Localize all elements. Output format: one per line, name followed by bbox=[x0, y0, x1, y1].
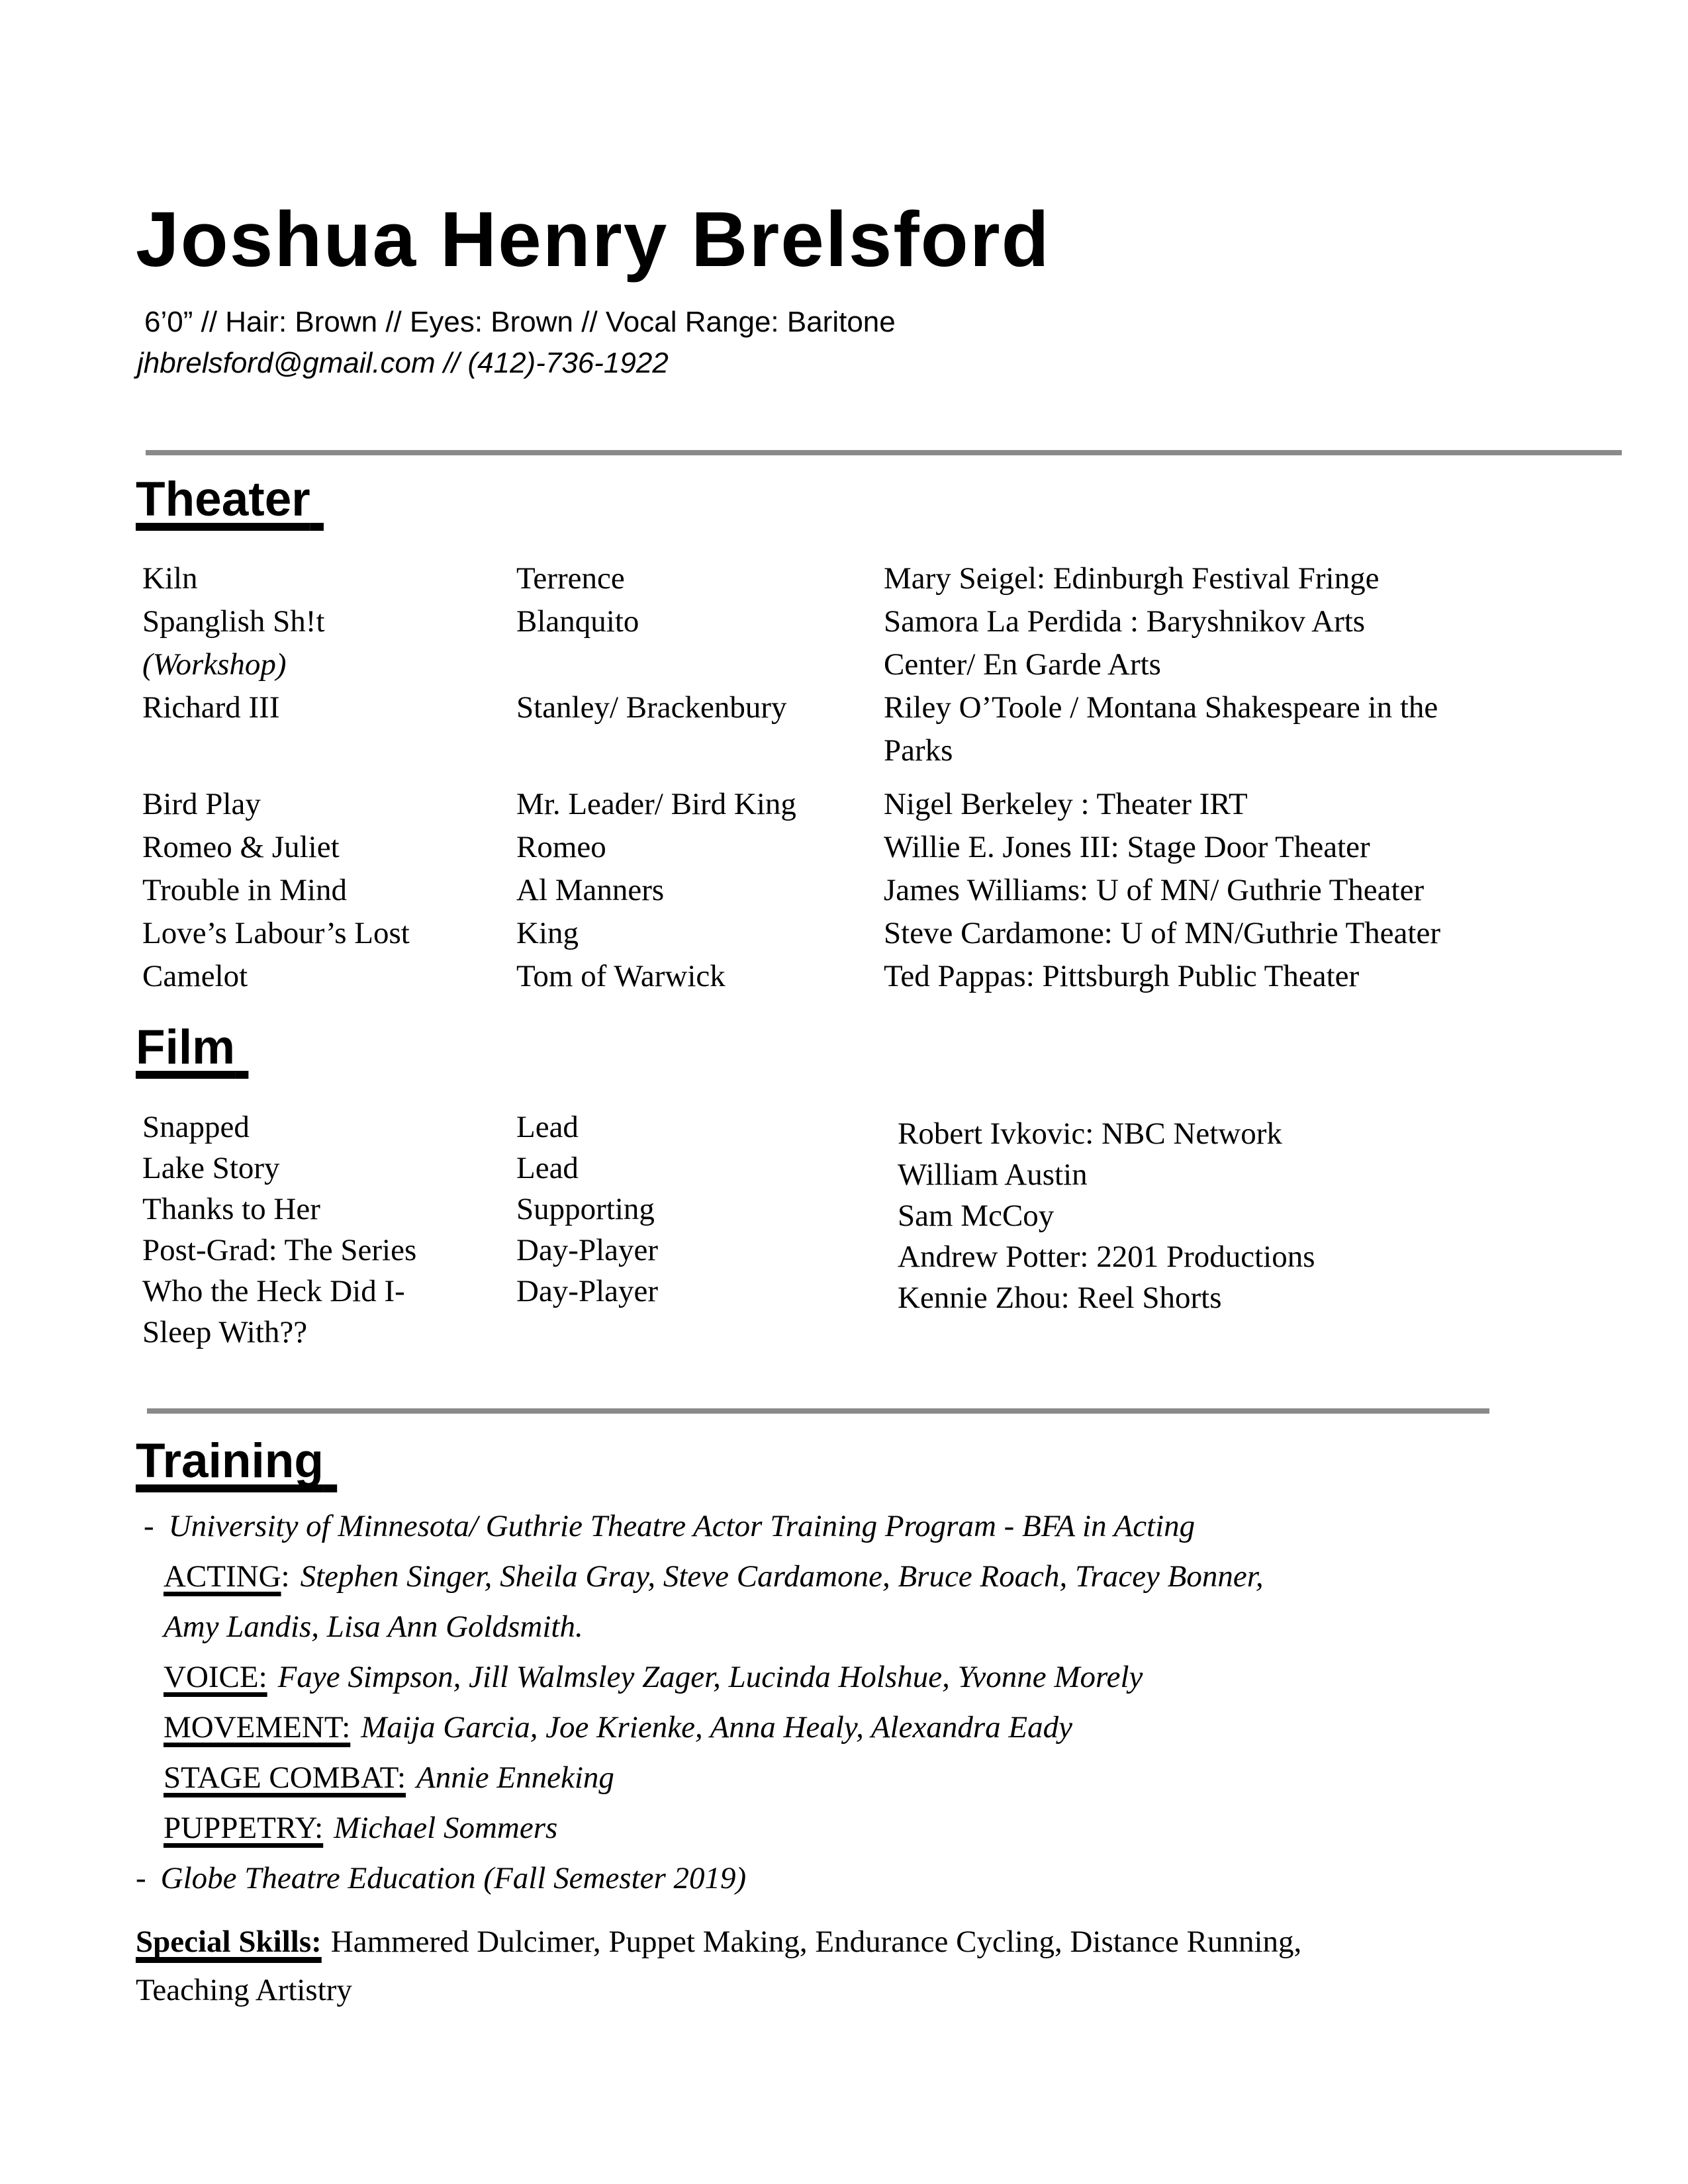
company-cell bbox=[884, 600, 1552, 686]
production-cell bbox=[142, 826, 516, 869]
training-item bbox=[136, 1602, 1264, 1652]
company-cell bbox=[884, 869, 1552, 912]
film-title-text: Thanks to Her bbox=[142, 1192, 320, 1226]
role-text: King bbox=[516, 916, 579, 950]
company-text: Center/ En Garde Arts bbox=[884, 647, 1161, 682]
company-text: Mary Seigel: Edinburgh Festival Fringe bbox=[884, 561, 1380, 596]
training-label: STAGE COMBAT: bbox=[164, 1760, 406, 1795]
divider bbox=[147, 1408, 1489, 1414]
special-skills-label-wrap bbox=[136, 1925, 322, 1959]
company-text: Parks bbox=[884, 733, 953, 768]
role-cell bbox=[516, 1189, 898, 1230]
role-cell bbox=[516, 1107, 898, 1148]
role-text: Lead bbox=[516, 1110, 579, 1144]
production-title: Spanglish Sh!t bbox=[142, 604, 325, 639]
role-cell bbox=[516, 869, 884, 912]
role-text: Mr. Leader/ Bird King bbox=[516, 787, 796, 821]
training-label: VOICE: bbox=[164, 1660, 267, 1694]
production-cell bbox=[142, 557, 516, 600]
training-item bbox=[136, 1853, 1264, 1903]
role-cell bbox=[516, 783, 884, 826]
section-title-film bbox=[136, 1021, 248, 1074]
training-item bbox=[136, 1803, 1264, 1853]
company-cell bbox=[898, 1154, 1566, 1195]
section-title-underline bbox=[136, 473, 324, 526]
company-cell bbox=[884, 955, 1552, 998]
production-title: Kiln bbox=[142, 561, 198, 596]
role-text: Tom of Warwick bbox=[516, 959, 726, 993]
company-cell bbox=[884, 912, 1552, 955]
production-title: Romeo & Juliet bbox=[142, 830, 340, 864]
table-row bbox=[142, 686, 1552, 772]
company-text: Robert Ivkovic: NBC Network bbox=[898, 1116, 1282, 1151]
role-cell bbox=[516, 1271, 898, 1312]
table-row bbox=[142, 912, 1552, 955]
company-text: Riley O’Toole / Montana Shakespeare in the bbox=[884, 690, 1438, 725]
table-row bbox=[142, 557, 1552, 600]
special-skills bbox=[136, 1918, 1605, 2015]
table-row bbox=[142, 1148, 1566, 1192]
company-cell bbox=[884, 783, 1552, 826]
special-skills-label: Special Skills: bbox=[136, 1925, 322, 1959]
training-text: Michael Sommers bbox=[334, 1811, 558, 1845]
company-text: Andrew Potter: 2201 Productions bbox=[898, 1240, 1315, 1274]
training-text: Annie Enneking bbox=[416, 1760, 614, 1795]
table-row bbox=[142, 869, 1552, 912]
role-cell bbox=[516, 955, 884, 998]
production-title: Trouble in Mind bbox=[142, 873, 348, 907]
training-text: Amy Landis, Lisa Ann Goldsmith. bbox=[164, 1610, 583, 1644]
film-title-text: Lake Story bbox=[142, 1151, 280, 1185]
training-label: PUPPETRY: bbox=[164, 1811, 324, 1845]
training-item bbox=[136, 1551, 1264, 1602]
production-title: Richard III bbox=[142, 690, 280, 725]
training-item bbox=[136, 1501, 1264, 1551]
film-title-cell bbox=[142, 1271, 516, 1353]
theater-table bbox=[142, 557, 1552, 998]
role-text: Lead bbox=[516, 1151, 579, 1185]
role-cell bbox=[516, 557, 884, 600]
training-text: Globe Theatre Education (Fall Semester 2019) bbox=[160, 1861, 747, 1895]
section-title-training bbox=[136, 1434, 337, 1488]
role-text: Day-Player bbox=[516, 1274, 659, 1308]
role-cell bbox=[516, 600, 884, 643]
company-text: Sam McCoy bbox=[898, 1199, 1055, 1233]
table-row bbox=[142, 1230, 1566, 1274]
role-cell bbox=[516, 912, 884, 955]
production-note: (Workshop) bbox=[142, 647, 287, 682]
bullet-dash: - bbox=[144, 1509, 154, 1543]
company-cell bbox=[898, 1277, 1566, 1318]
production-cell bbox=[142, 912, 516, 955]
company-cell bbox=[898, 1113, 1566, 1154]
stats-line: 6’0” // Hair: Brown // Eyes: Brown // Vocal Range: Baritone bbox=[144, 306, 896, 338]
training-label: ACTING bbox=[164, 1559, 281, 1594]
role-text: Blanquito bbox=[516, 604, 639, 639]
role-cell bbox=[516, 686, 884, 729]
training-item bbox=[136, 1752, 1264, 1803]
production-cell bbox=[142, 783, 516, 826]
contact-line: jhbrelsford@gmail.com // (412)-736-1922 bbox=[137, 347, 669, 379]
training-item bbox=[136, 1652, 1264, 1702]
role-text: Romeo bbox=[516, 830, 606, 864]
company-text: Nigel Berkeley : Theater IRT bbox=[884, 787, 1248, 821]
production-title: Camelot bbox=[142, 959, 248, 993]
company-text: James Williams: U of MN/ Guthrie Theater bbox=[884, 873, 1425, 907]
company-cell bbox=[884, 686, 1552, 772]
section-title-underline bbox=[136, 1021, 248, 1074]
company-cell bbox=[898, 1195, 1566, 1236]
table-row bbox=[142, 1271, 1566, 1353]
film-title-cell bbox=[142, 1189, 516, 1230]
film-title-cell bbox=[142, 1230, 516, 1271]
company-cell bbox=[884, 557, 1552, 600]
special-skills-text: Hammered Dulcimer, Puppet Making, Endurance Cycling, Distance Running, bbox=[330, 1925, 1302, 1959]
role-text: Supporting bbox=[516, 1192, 655, 1226]
role-cell bbox=[516, 826, 884, 869]
section-title-text: Theater bbox=[136, 473, 310, 526]
training-text: University of Minnesota/ Guthrie Theatre Actor Training Program - BFA in Acting bbox=[168, 1509, 1196, 1543]
section-title-theater bbox=[136, 473, 324, 526]
company-text: Kennie Zhou: Reel Shorts bbox=[898, 1281, 1222, 1315]
section-title-underline bbox=[136, 1434, 337, 1488]
production-title: Love’s Labour’s Lost bbox=[142, 916, 410, 950]
company-text: Willie E. Jones III: Stage Door Theater bbox=[884, 830, 1370, 864]
training-label-sep: : bbox=[281, 1559, 290, 1594]
company-text: Steve Cardamone: U of MN/Guthrie Theater bbox=[884, 916, 1440, 950]
film-title-text: Snapped bbox=[142, 1110, 250, 1144]
table-row bbox=[142, 600, 1552, 686]
role-text: Terrence bbox=[516, 561, 625, 596]
table-row bbox=[142, 955, 1552, 998]
role-text: Stanley/ Brackenbury bbox=[516, 690, 787, 725]
production-cell bbox=[142, 686, 516, 729]
table-row bbox=[142, 1189, 1566, 1233]
special-skills-text: Teaching Artistry bbox=[136, 1973, 352, 2007]
film-title-cell bbox=[142, 1107, 516, 1148]
film-title-text: Who the Heck Did I- bbox=[142, 1274, 405, 1308]
section-title-text: Training bbox=[136, 1434, 324, 1488]
table-row bbox=[142, 783, 1552, 826]
divider bbox=[146, 450, 1622, 455]
training-text: Stephen Singer, Sheila Gray, Steve Cardamone, Bruce Roach, Tracey Bonner, bbox=[300, 1559, 1264, 1594]
training-text: Faye Simpson, Jill Walmsley Zager, Lucinda Holshue, Yvonne Morely bbox=[277, 1660, 1143, 1694]
section-title-text: Film bbox=[136, 1021, 236, 1074]
company-cell bbox=[884, 826, 1552, 869]
page-title: Joshua Henry Brelsford bbox=[136, 196, 1051, 283]
company-cell bbox=[898, 1236, 1566, 1277]
film-title-text: Post-Grad: The Series bbox=[142, 1233, 417, 1267]
role-cell bbox=[516, 1230, 898, 1271]
table-row bbox=[142, 1107, 1566, 1151]
bullet-dash: - bbox=[136, 1861, 146, 1895]
table-row bbox=[142, 826, 1552, 869]
film-title-text: Sleep With?? bbox=[142, 1315, 308, 1349]
role-cell bbox=[516, 1148, 898, 1189]
role-text: Day-Player bbox=[516, 1233, 659, 1267]
production-title: Bird Play bbox=[142, 787, 261, 821]
production-cell bbox=[142, 600, 516, 686]
film-title-cell bbox=[142, 1148, 516, 1189]
production-cell bbox=[142, 955, 516, 998]
role-text: Al Manners bbox=[516, 873, 665, 907]
company-text: William Austin bbox=[898, 1158, 1088, 1192]
training-list bbox=[136, 1501, 1264, 1903]
training-text: Maija Garcia, Joe Krienke, Anna Healy, Alexandra Eady bbox=[361, 1710, 1072, 1745]
company-text: Ted Pappas: Pittsburgh Public Theater bbox=[884, 959, 1360, 993]
film-table bbox=[142, 1107, 1566, 1353]
training-item bbox=[136, 1702, 1264, 1752]
company-text: Samora La Perdida : Baryshnikov Arts bbox=[884, 604, 1366, 639]
training-label: MOVEMENT: bbox=[164, 1710, 351, 1745]
production-cell bbox=[142, 869, 516, 912]
